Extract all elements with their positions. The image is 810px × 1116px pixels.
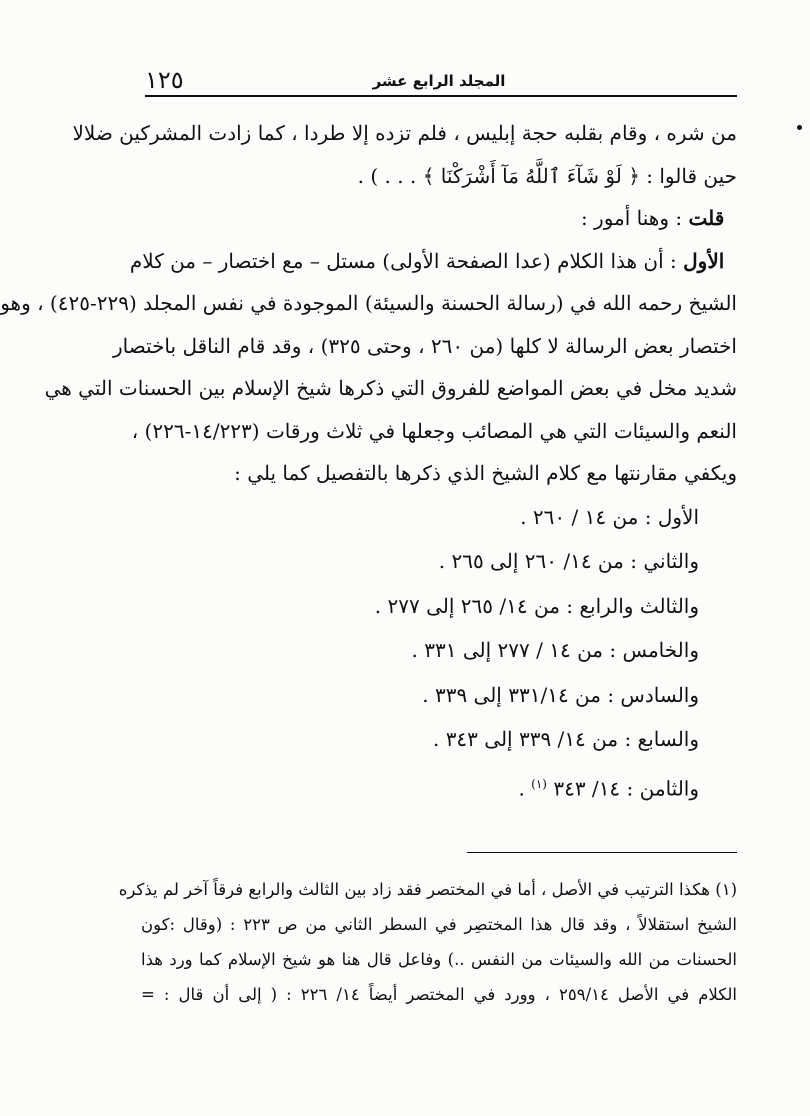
footnote-line: (١) هكذا الترتيب في الأصل ، أما في المختصر فقد زاد بين الثالث والرابع فرقاً آخر لم يذكره: [118, 880, 737, 899]
footnote-rule: [467, 852, 737, 853]
text-line: [129, 240, 737, 283]
text-line-quran: حين قالوا : ﴿ لَوْ شَآءَ ٱللَّهُ مَآ أَشْرَكْنَا ﴾ . . . ) .: [357, 163, 737, 188]
text-line: ويكفي مقارنتها مع كلام الشيخ الذي ذكرها بالتفصيل كما يلي :: [234, 461, 737, 485]
list-item: والثاني : من ١٤/ ٢٦٠ إلى ٢٦٥ .: [438, 549, 699, 573]
list-item-period: .: [518, 776, 532, 801]
text-line: اختصار بعض الرسالة لا كلها (من ٢٦٠ ، وحتى ٣٢٥) ، وقد قام الناقل باختصار: [112, 333, 737, 358]
first-text: : أن هذا الكلام (عدا الصفحة الأولى) مستل – مع اختصار – من كلام: [129, 248, 677, 273]
text-line: [141, 197, 737, 240]
text-line: النعم والسيئات التي هي المصائب وجعلها في ثلاث ورقات (١٤/٢٢٣-٢٢٦) ،: [131, 418, 737, 443]
page-number: ١٢٥: [145, 66, 184, 94]
page-header: [141, 66, 737, 98]
list-item: والسابع : من ١٤/ ٣٣٩ إلى ٣٤٣ .: [432, 727, 699, 751]
qultu-text: : وهنا أمور :: [580, 206, 689, 230]
first-label: الأول: [683, 248, 725, 273]
text-line: الشيخ رحمه الله في (رسالة الحسنة والسيئة) الموجودة في نفس المجلد (٢٢٩-٤٢٥) ، وهو: [0, 291, 737, 315]
list-item: الأول : من ١٤ / ٢٦٠ .: [520, 504, 699, 529]
list-item-last: [141, 762, 699, 807]
margin-dot: [797, 125, 802, 130]
difference-list: [141, 495, 737, 807]
list-item: والخامس : من ١٤ / ٢٧٧ إلى ٣٣١ .: [411, 638, 699, 662]
list-item: والسادس : من ٣٣١/١٤ إلى ٣٣٩ .: [422, 682, 699, 707]
footnote-line: الشيخ استقلالاً ، وقد قال هذا المختصِر في السطر الثاني من ص ٢٢٣ : (وقال :كون: [141, 915, 737, 934]
text-line: شديد مخل في بعض المواضع للفروق التي ذكرها شيخ الإسلام بين الحسنات التي هي: [44, 376, 737, 400]
list-item: والثالث والرابع : من ١٤/ ٢٦٥ إلى ٢٧٧ .: [374, 593, 699, 618]
running-title: المجلد الرابع عشر: [372, 72, 506, 90]
qultu-label: قلت: [688, 206, 725, 230]
header-rule: [145, 95, 737, 97]
list-item-text: والثامن : ١٤/ ٣٤٣: [553, 776, 699, 801]
footnote-marker: (١): [531, 776, 547, 791]
main-text: [0, 112, 737, 806]
footnotes: [118, 872, 737, 1012]
footnote-line: الكلام في الأصل ٢٥٩/١٤ ، وورد في المختصر أيضاً ١٤/ ٢٢٦ : ( إلى أن قال : =: [141, 985, 737, 1004]
footnote-line: الحسنات من الله والسيئات من النفس ..) وفاعل قال هنا هو شيخ الإسلام كما ورد هذا: [141, 950, 737, 969]
text-line: من شره ، وقام بقلبه حجة إبليس ، فلم تزده إلا طردا ، كما زادت المشركين ضلالا: [72, 121, 737, 145]
